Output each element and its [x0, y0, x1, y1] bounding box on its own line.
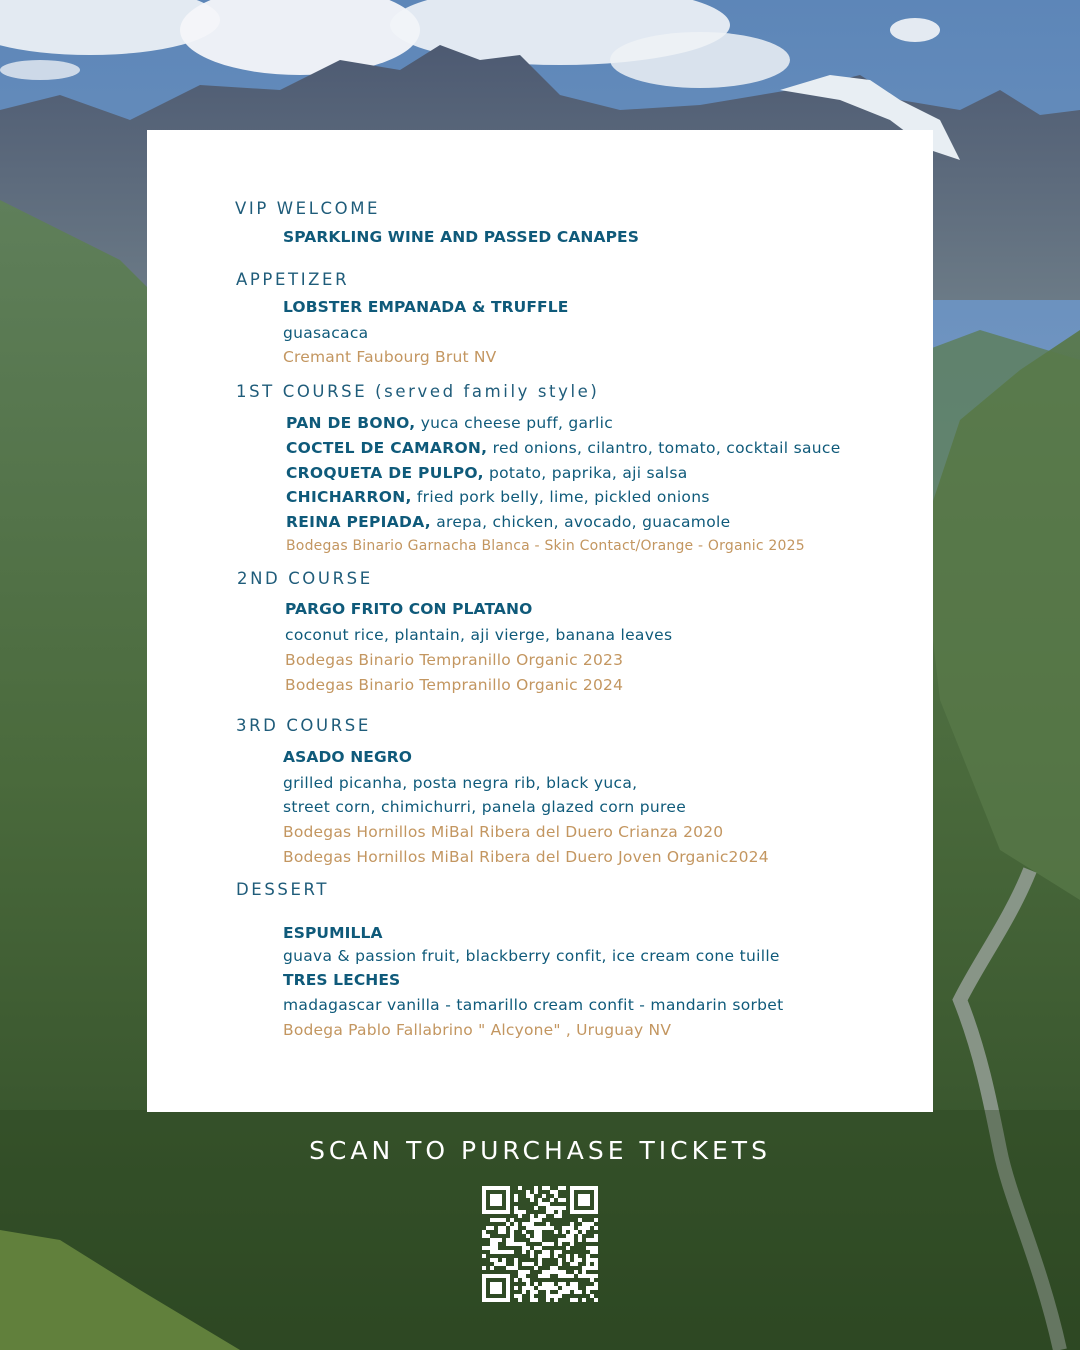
course1-item [286, 439, 841, 457]
course2-wine: Bodegas Binario Tempranillo Organic 2024 [285, 676, 624, 694]
course3-description-line: grilled picanha, posta negra rib, black yuca, [283, 774, 638, 792]
section-heading-1st-course: 1ST COURSE (served family style) [236, 382, 600, 401]
course2-wine: Bodegas Binario Tempranillo Organic 2023 [285, 651, 624, 669]
qr-code-icon[interactable] [482, 1186, 598, 1302]
course2-dish: PARGO FRITO CON PLATANO [285, 600, 533, 618]
course3-wine: Bodegas Hornillos MiBal Ribera del Duero Joven Organic2024 [283, 848, 769, 866]
section-heading-2nd-course: 2ND COURSE [237, 569, 373, 588]
course1-item-name: CHICHARRON, [286, 488, 412, 506]
section-heading-vip-welcome: VIP WELCOME [235, 199, 381, 218]
dessert-description: madagascar vanilla - tamarillo cream confit - mandarin sorbet [283, 996, 784, 1014]
course1-item-name: COCTEL DE CAMARON, [286, 439, 488, 457]
course3-wine: Bodegas Hornillos MiBal Ribera del Duero Crianza 2020 [283, 823, 724, 841]
course1-item [286, 464, 688, 482]
course1-item-name: REINA PEPIADA, [286, 513, 431, 531]
course2-description: coconut rice, plantain, aji vierge, banana leaves [285, 626, 673, 644]
section-heading-dessert: DESSERT [236, 880, 330, 899]
section-heading-3rd-course: 3RD COURSE [236, 716, 371, 735]
dessert-name: ESPUMILLA [283, 924, 383, 942]
course1-item-desc: fried pork belly, lime, pickled onions [416, 488, 710, 506]
course1-item [286, 488, 710, 506]
course1-item-desc: yuca cheese puff, garlic [420, 414, 614, 432]
dessert-description: guava & passion fruit, blackberry confit, ice cream cone tuille [283, 947, 780, 965]
course1-item-desc: potato, paprika, aji salsa [489, 464, 688, 482]
course3-description-line: street corn, chimichurri, panela glazed corn puree [283, 798, 687, 816]
course1-wine: Bodegas Binario Garnacha Blanca - Skin Contact/Orange - Organic 2025 [286, 538, 805, 554]
section-heading-appetizer: APPETIZER [236, 270, 350, 289]
course1-item [286, 513, 730, 531]
dessert-name: TRES LECHES [283, 971, 401, 989]
appetizer-dish: LOBSTER EMPANADA & TRUFFLE [283, 298, 569, 316]
scan-to-purchase-label: SCAN TO PURCHASE TICKETS [309, 1136, 771, 1165]
course1-item [286, 414, 613, 432]
course1-item-name: CROQUETA DE PULPO, [286, 464, 484, 482]
appetizer-description: guasacaca [283, 324, 369, 342]
course1-item-desc: red onions, cilantro, tomato, cocktail sauce [492, 439, 841, 457]
dessert-wine: Bodega Pablo Fallabrino " Alcyone" , Uruguay NV [283, 1021, 672, 1039]
appetizer-wine: Cremant Faubourg Brut NV [283, 348, 497, 366]
vip-welcome-item: SPARKLING WINE AND PASSED CANAPES [283, 228, 639, 246]
course1-item-desc: arepa, chicken, avocado, guacamole [436, 513, 731, 531]
course1-item-name: PAN DE BONO, [286, 414, 416, 432]
course3-dish: ASADO NEGRO [283, 748, 413, 766]
